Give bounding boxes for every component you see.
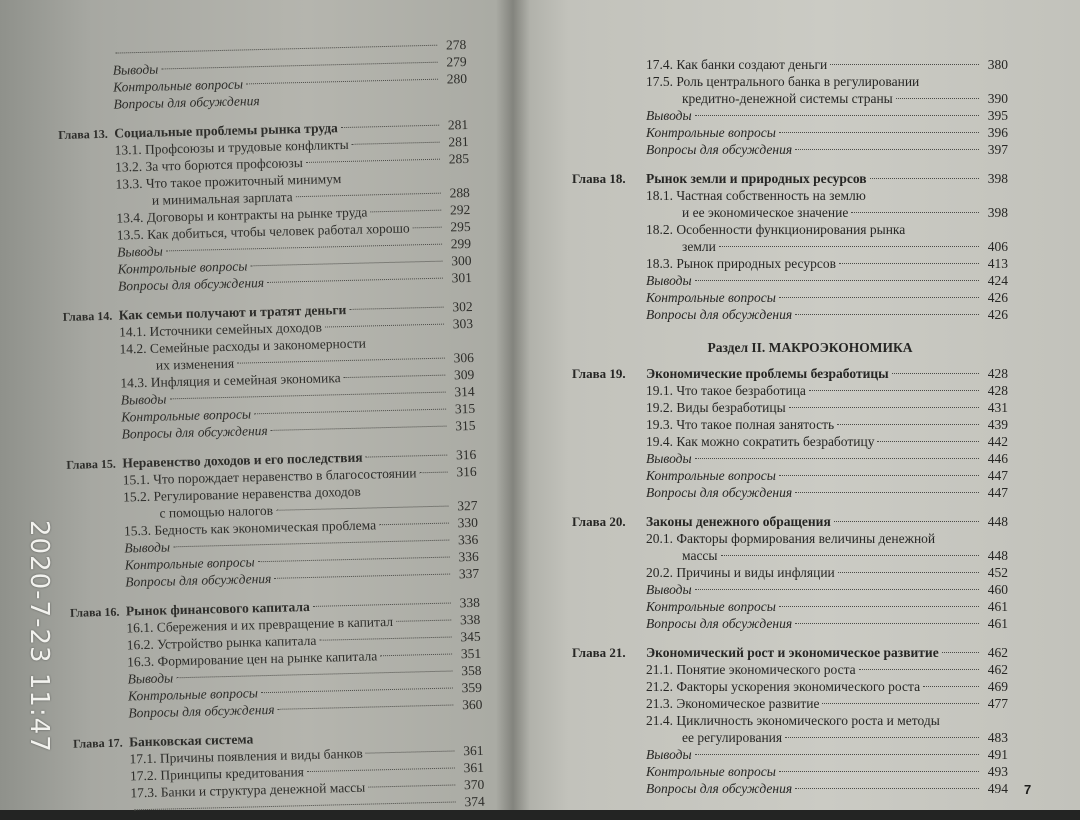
toc-page-number: 299 bbox=[445, 235, 471, 253]
dot-leader bbox=[366, 750, 455, 753]
toc-section-label: 17.5. Роль центрального банка в регулировании bbox=[646, 74, 919, 89]
toc-extra-label: Выводы bbox=[124, 539, 170, 555]
toc-chapter-entry bbox=[572, 170, 1008, 187]
toc-extra-label: Контрольные вопросы bbox=[113, 76, 243, 94]
toc-page-number: 424 bbox=[982, 272, 1008, 289]
toc-section-label: и ее экономическое значение bbox=[682, 205, 848, 220]
toc-page-number: 390 bbox=[982, 90, 1008, 107]
dot-leader bbox=[719, 246, 979, 247]
toc-page-number: 428 bbox=[982, 382, 1008, 399]
toc-chapter-entry bbox=[572, 365, 1008, 382]
toc-page-number: 426 bbox=[982, 306, 1008, 323]
toc-page-number bbox=[451, 493, 477, 494]
dot-leader bbox=[779, 132, 979, 133]
toc-extra-label: Выводы bbox=[127, 670, 173, 686]
dot-leader bbox=[134, 801, 456, 810]
dot-leader bbox=[380, 654, 452, 657]
dot-leader bbox=[237, 358, 445, 364]
toc-section-label: 21.2. Факторы ускорения экономического роста bbox=[646, 679, 920, 694]
dot-leader bbox=[896, 98, 979, 99]
toc-extra-label: Контрольные вопросы bbox=[128, 685, 258, 703]
chapter-number: Глава 20. bbox=[572, 513, 646, 530]
toc-entry bbox=[572, 564, 1008, 581]
toc-section-label: 13.4. Договоры и контракты на рынке труда bbox=[116, 204, 367, 225]
dot-leader bbox=[169, 392, 445, 400]
toc-page-number: 493 bbox=[982, 763, 1008, 780]
chapter-number: Глава 16. bbox=[70, 603, 126, 621]
toc-page-number: 398 bbox=[982, 170, 1008, 187]
toc-page-number: 361 bbox=[457, 742, 483, 760]
toc-entry bbox=[572, 678, 1008, 695]
toc-section-label: их изменения bbox=[156, 356, 234, 373]
toc-extra-label: Выводы bbox=[646, 451, 692, 466]
chapter-title: Рынок финансового капитала bbox=[126, 599, 310, 618]
toc-page-number: 477 bbox=[982, 695, 1008, 712]
dot-leader bbox=[271, 426, 447, 431]
toc-section-label: 14.3. Инфляция и семейная экономика bbox=[120, 370, 341, 390]
toc-extra-label: Выводы bbox=[646, 273, 692, 288]
dot-leader bbox=[839, 263, 979, 264]
chapter-number: Глава 15. bbox=[66, 456, 122, 474]
toc-page-number: 460 bbox=[982, 581, 1008, 598]
toc-section-label: 20.2. Причины и виды инфляции bbox=[646, 565, 835, 580]
chapter-number: Глава 14. bbox=[63, 308, 119, 326]
toc-page-number: 292 bbox=[444, 201, 470, 219]
toc-section-label: кредитно-денежной системы страны bbox=[682, 91, 893, 106]
toc-page-number: 337 bbox=[453, 565, 479, 583]
dot-leader bbox=[721, 555, 980, 556]
dot-leader bbox=[851, 212, 979, 213]
chapter-title: Банковская система bbox=[129, 731, 254, 749]
toc-page-number: 452 bbox=[982, 564, 1008, 581]
dot-leader bbox=[779, 297, 979, 298]
toc-entry bbox=[572, 56, 1008, 73]
toc-extra-label: Выводы bbox=[646, 582, 692, 597]
toc-entry bbox=[572, 221, 1008, 238]
toc-entry bbox=[572, 433, 1008, 450]
chapter-number: Глава 18. bbox=[572, 170, 646, 187]
toc-page-number: 491 bbox=[982, 746, 1008, 763]
toc-page-number: 370 bbox=[458, 776, 484, 794]
dot-leader bbox=[795, 623, 979, 624]
toc-page-number: 461 bbox=[982, 598, 1008, 615]
toc-page-number: 315 bbox=[449, 400, 475, 418]
dot-leader bbox=[795, 492, 979, 493]
dot-leader bbox=[325, 324, 444, 328]
dot-leader bbox=[779, 606, 979, 607]
toc-page-number: 398 bbox=[982, 204, 1008, 221]
dot-leader bbox=[695, 754, 979, 755]
chapter-title: Социальные проблемы рынка труда bbox=[114, 120, 338, 140]
chapter-title: Экономический рост и экономическое развитие bbox=[646, 645, 939, 660]
toc-page-number: 462 bbox=[982, 644, 1008, 661]
chapter-number: Глава 13. bbox=[58, 126, 114, 144]
toc-page-number: 361 bbox=[458, 759, 484, 777]
dot-leader bbox=[176, 671, 452, 679]
toc-page-number: 309 bbox=[448, 366, 474, 384]
toc-entry bbox=[572, 289, 1008, 306]
dot-leader bbox=[166, 244, 442, 252]
toc-section-label: с помощью налогов bbox=[159, 503, 273, 521]
dot-leader bbox=[173, 540, 449, 548]
toc-page-number: 316 bbox=[450, 446, 476, 464]
toc-section-label: 15.2. Регулирование неравенства доходов bbox=[123, 484, 361, 505]
toc-page-number: 285 bbox=[443, 150, 469, 168]
dot-leader bbox=[276, 506, 448, 511]
toc-page-number: 281 bbox=[442, 133, 468, 151]
toc-section-label: 16.3. Формирование цен на рынке капитала bbox=[127, 648, 377, 669]
toc-section-label: 14.2. Семейные расходы и закономерности bbox=[119, 336, 366, 357]
toc-page-number: 442 bbox=[982, 433, 1008, 450]
toc-section-label: 19.2. Виды безработицы bbox=[646, 400, 786, 415]
toc-section-label: 17.3. Банки и структура денежной массы bbox=[130, 780, 365, 801]
dot-leader bbox=[254, 409, 446, 415]
toc-extra-label: Вопросы для обсуждения bbox=[646, 307, 792, 322]
toc-entry bbox=[572, 598, 1008, 615]
dot-leader bbox=[830, 64, 979, 65]
toc-entry bbox=[572, 141, 1008, 158]
dot-leader bbox=[785, 737, 979, 738]
dot-leader bbox=[250, 261, 442, 267]
toc-extra-label: Выводы bbox=[113, 62, 159, 78]
toc-entry bbox=[572, 90, 1008, 107]
dot-leader bbox=[809, 390, 979, 391]
toc-section-label: 19.1. Что такое безработица bbox=[646, 383, 806, 398]
toc-section-label: 13.5. Как добиться, чтобы человек работал хорошо bbox=[117, 220, 410, 242]
toc-page-number: 351 bbox=[455, 645, 481, 663]
toc-entry bbox=[572, 73, 1008, 90]
toc-page-number: 278 bbox=[440, 36, 466, 54]
toc-extra-label: Контрольные вопросы bbox=[125, 554, 255, 572]
toc-entry bbox=[572, 416, 1008, 433]
dot-leader bbox=[822, 703, 979, 704]
toc-page-number: 461 bbox=[982, 615, 1008, 632]
toc-page-number: 446 bbox=[982, 450, 1008, 467]
toc-page-number: 336 bbox=[452, 531, 478, 549]
toc-section-label: 20.1. Факторы формирования величины денежной bbox=[646, 531, 935, 546]
toc-entry bbox=[572, 238, 1008, 255]
toc-page-number: 447 bbox=[982, 467, 1008, 484]
dot-leader bbox=[246, 79, 438, 85]
toc-section-label: 16.2. Устройство рынка капитала bbox=[127, 633, 317, 653]
dot-leader bbox=[795, 314, 979, 315]
dot-leader bbox=[795, 788, 979, 789]
toc-section-label: ее регулирования bbox=[682, 730, 782, 745]
toc-section-label: 14.1. Источники семейных доходов bbox=[119, 320, 322, 340]
toc-section-label: 16.1. Сбережения и их превращение в капитал bbox=[126, 614, 393, 636]
dot-leader bbox=[261, 688, 453, 694]
toc-section-label: 13.3. Что такое прожиточный минимум bbox=[115, 171, 341, 192]
dot-leader bbox=[396, 620, 451, 622]
toc-page-number: 406 bbox=[982, 238, 1008, 255]
toc-section-label: массы bbox=[682, 548, 718, 563]
toc-extra-label: Контрольные вопросы bbox=[646, 125, 776, 140]
chapter-title: Экономические проблемы безработицы bbox=[646, 366, 889, 381]
toc-page-number: 330 bbox=[452, 514, 478, 532]
toc-page-number: 338 bbox=[454, 611, 480, 629]
toc-entry bbox=[572, 382, 1008, 399]
toc-section-label: земли bbox=[682, 239, 716, 254]
dot-leader bbox=[349, 307, 443, 310]
toc-page-number: 338 bbox=[454, 594, 480, 612]
dot-leader bbox=[366, 455, 448, 458]
toc-page-number: 447 bbox=[982, 484, 1008, 501]
toc-page-number: 288 bbox=[444, 184, 470, 202]
toc-page-number: 314 bbox=[448, 383, 474, 401]
toc-section-label: и минимальная зарплата bbox=[152, 189, 293, 207]
chapter-title: Как семьи получают и тратят деньги bbox=[119, 302, 347, 323]
dot-leader bbox=[838, 572, 979, 573]
dot-leader bbox=[161, 62, 437, 70]
toc-page-number bbox=[448, 345, 474, 346]
toc-page-number: 359 bbox=[456, 679, 482, 697]
dot-leader bbox=[779, 771, 979, 772]
toc-page-number: 315 bbox=[449, 417, 475, 435]
toc-page-number: 448 bbox=[982, 547, 1008, 564]
toc-entry bbox=[572, 581, 1008, 598]
toc-page-number: 469 bbox=[982, 678, 1008, 695]
toc-section-label: 21.3. Экономическое развитие bbox=[646, 696, 819, 711]
toc-page-number: 316 bbox=[450, 463, 476, 481]
dot-leader bbox=[306, 159, 440, 163]
toc-entry bbox=[572, 530, 1008, 547]
toc-page-number: 380 bbox=[982, 56, 1008, 73]
toc-entry bbox=[572, 467, 1008, 484]
toc-entry bbox=[572, 187, 1008, 204]
toc-section-label: 18.2. Особенности функционирования рынка bbox=[646, 222, 905, 237]
dot-leader bbox=[115, 45, 437, 54]
toc-entry bbox=[572, 204, 1008, 221]
toc-entry bbox=[572, 729, 1008, 746]
toc-entry bbox=[572, 547, 1008, 564]
dot-leader bbox=[296, 193, 441, 198]
dot-leader bbox=[352, 142, 440, 145]
toc-section-label: 17.2. Принципы кредитования bbox=[130, 764, 304, 783]
section-title: Раздел II. МАКРОЭКОНОМИКА bbox=[572, 337, 1008, 359]
toc-section-label: 13.1. Профсоюзы и трудовые конфликты bbox=[115, 137, 349, 158]
dot-leader bbox=[419, 472, 447, 474]
toc-page-number: 396 bbox=[982, 124, 1008, 141]
dot-leader bbox=[370, 210, 441, 213]
toc-entry bbox=[572, 780, 1008, 797]
toc-section-label: 21.4. Цикличность экономического роста и методы bbox=[646, 713, 940, 728]
toc-page-number: 360 bbox=[456, 696, 482, 714]
chapter-number: Глава 17. bbox=[73, 734, 129, 752]
toc-page-number: 428 bbox=[982, 365, 1008, 382]
toc-extra-label: Вопросы для обсуждения bbox=[118, 275, 264, 294]
toc-page-number bbox=[457, 738, 483, 739]
toc-entry bbox=[572, 124, 1008, 141]
dot-leader bbox=[870, 178, 979, 179]
toc-page-number: 280 bbox=[441, 70, 467, 88]
toc-entry bbox=[572, 661, 1008, 678]
toc-entry bbox=[572, 763, 1008, 780]
toc-extra-label: Выводы bbox=[646, 747, 692, 762]
toc-extra-label: Вопросы для обсуждения bbox=[646, 616, 792, 631]
toc-extra-label: Контрольные вопросы bbox=[117, 258, 247, 276]
toc-section-label: 19.4. Как можно сократить безработицу bbox=[646, 434, 874, 449]
dot-leader bbox=[789, 407, 979, 408]
toc-entry bbox=[572, 450, 1008, 467]
toc-section-label: 13.2. За что борются профсоюзы bbox=[115, 155, 303, 175]
toc-page-number: 448 bbox=[982, 513, 1008, 530]
toc-page-number bbox=[444, 180, 470, 181]
toc-extra-label: Вопросы для обсуждения bbox=[646, 485, 792, 500]
toc-extra-label: Вопросы для обсуждения bbox=[646, 142, 792, 157]
right-toc bbox=[572, 56, 1008, 797]
dot-leader bbox=[695, 458, 979, 459]
chapter-title: Рынок земли и природных ресурсов bbox=[646, 171, 867, 186]
toc-extra-label: Контрольные вопросы bbox=[121, 406, 251, 424]
toc-page-number: 327 bbox=[451, 497, 477, 515]
toc-chapter-entry bbox=[572, 513, 1008, 530]
dot-leader bbox=[319, 637, 451, 641]
toc-extra-label: Вопросы для обсуждения bbox=[646, 781, 792, 796]
toc-page-number: 281 bbox=[442, 116, 468, 134]
dot-leader bbox=[267, 278, 443, 283]
toc-extra-label: Выводы bbox=[121, 391, 167, 407]
chapter-number: Глава 21. bbox=[572, 644, 646, 661]
toc-page-number: 494 bbox=[982, 780, 1008, 797]
dot-leader bbox=[695, 115, 979, 116]
dot-leader bbox=[834, 521, 979, 522]
dot-leader bbox=[795, 149, 979, 150]
toc-page-number: 345 bbox=[454, 628, 480, 646]
dot-leader bbox=[695, 589, 979, 590]
toc-extra-label: Контрольные вопросы bbox=[646, 290, 776, 305]
toc-extra-label: Вопросы для обсуждения bbox=[113, 93, 259, 112]
toc-extra-label: Вопросы для обсуждения bbox=[125, 571, 271, 590]
toc-page-number: 301 bbox=[446, 269, 472, 287]
toc-page-number: 431 bbox=[982, 399, 1008, 416]
toc-section-label: 15.1. Что порождает неравенство в благосостоянии bbox=[123, 465, 417, 487]
toc-page-number: 483 bbox=[982, 729, 1008, 746]
dot-leader bbox=[341, 125, 439, 128]
toc-section-label: 15.3. Бедность как экономическая проблема bbox=[124, 517, 376, 538]
dot-leader bbox=[313, 603, 451, 607]
timestamp-watermark bbox=[12, 520, 72, 780]
dot-leader bbox=[368, 784, 455, 787]
dot-leader bbox=[307, 767, 455, 772]
toc-extra-label: Контрольные вопросы bbox=[646, 764, 776, 779]
toc-page-number: 303 bbox=[447, 315, 473, 333]
toc-page-number: 413 bbox=[982, 255, 1008, 272]
toc-page-number: 306 bbox=[448, 349, 474, 367]
dot-leader bbox=[379, 523, 449, 526]
dot-leader bbox=[695, 280, 979, 281]
toc-chapter-entry bbox=[572, 644, 1008, 661]
chapter-title: Законы денежного обращения bbox=[646, 514, 831, 529]
toc-extra-label: Вопросы для обсуждения bbox=[128, 702, 274, 721]
toc-section-label: 19.3. Что такое полная занятость bbox=[646, 417, 834, 432]
page-number: 7 bbox=[1024, 782, 1031, 797]
right-toc-part-1 bbox=[572, 56, 1008, 323]
dot-leader bbox=[278, 705, 454, 710]
toc-page-number: 439 bbox=[982, 416, 1008, 433]
toc-extra-label: Выводы bbox=[646, 108, 692, 123]
toc-page-number: 336 bbox=[453, 548, 479, 566]
toc-section-label: 18.3. Рынок природных ресурсов bbox=[646, 256, 836, 271]
toc-page-number: 300 bbox=[445, 252, 471, 270]
dot-leader bbox=[413, 227, 442, 229]
toc-entry bbox=[572, 484, 1008, 501]
toc-entry bbox=[572, 746, 1008, 763]
dot-leader bbox=[942, 652, 979, 653]
toc-entry bbox=[572, 695, 1008, 712]
dot-leader bbox=[859, 669, 979, 670]
toc-page-number: 426 bbox=[982, 289, 1008, 306]
toc-page-number: 302 bbox=[446, 298, 472, 316]
toc-entry bbox=[572, 272, 1008, 289]
dot-leader bbox=[274, 574, 450, 579]
toc-entry bbox=[572, 306, 1008, 323]
chapter-number: Глава 19. bbox=[572, 365, 646, 382]
toc-section-label: 18.1. Частная собственность на землю bbox=[646, 188, 866, 203]
dot-leader bbox=[344, 375, 446, 378]
toc-entry bbox=[572, 712, 1008, 729]
right-toc-part-2 bbox=[572, 365, 1008, 797]
toc-page-number: 279 bbox=[440, 53, 466, 71]
toc-extra-label: Выводы bbox=[117, 243, 163, 259]
dot-leader bbox=[837, 424, 979, 425]
dot-leader bbox=[892, 373, 979, 374]
toc-section-label: 17.1. Причины появления и виды банков bbox=[129, 746, 363, 767]
timestamp-text: 2020-7-23 11:47 bbox=[24, 520, 54, 753]
dot-leader bbox=[779, 475, 979, 476]
toc-entry bbox=[572, 615, 1008, 632]
toc-page-number: 397 bbox=[982, 141, 1008, 158]
chapter-title: Неравенство доходов и его последствия bbox=[122, 450, 363, 471]
toc-entry bbox=[572, 107, 1008, 124]
toc-page-number: 462 bbox=[982, 661, 1008, 678]
left-toc bbox=[56, 36, 485, 820]
toc-section-label: 17.4. Как банки создают деньги bbox=[646, 57, 827, 72]
toc-extra-label: Вопросы для обсуждения bbox=[121, 423, 267, 442]
toc-page-number: 374 bbox=[459, 793, 485, 811]
dot-leader bbox=[258, 557, 450, 563]
toc-page-number bbox=[442, 100, 468, 101]
toc-page-number: 358 bbox=[455, 662, 481, 680]
toc-extra-label: Контрольные вопросы bbox=[646, 468, 776, 483]
dot-leader bbox=[877, 441, 979, 442]
toc-entry bbox=[572, 255, 1008, 272]
toc-entry bbox=[572, 399, 1008, 416]
toc-page-number: 295 bbox=[444, 218, 470, 236]
toc-section-label: 21.1. Понятие экономического роста bbox=[646, 662, 856, 677]
dot-leader bbox=[923, 686, 979, 687]
toc-page-number: 395 bbox=[982, 107, 1008, 124]
toc-extra-label: Контрольные вопросы bbox=[646, 599, 776, 614]
